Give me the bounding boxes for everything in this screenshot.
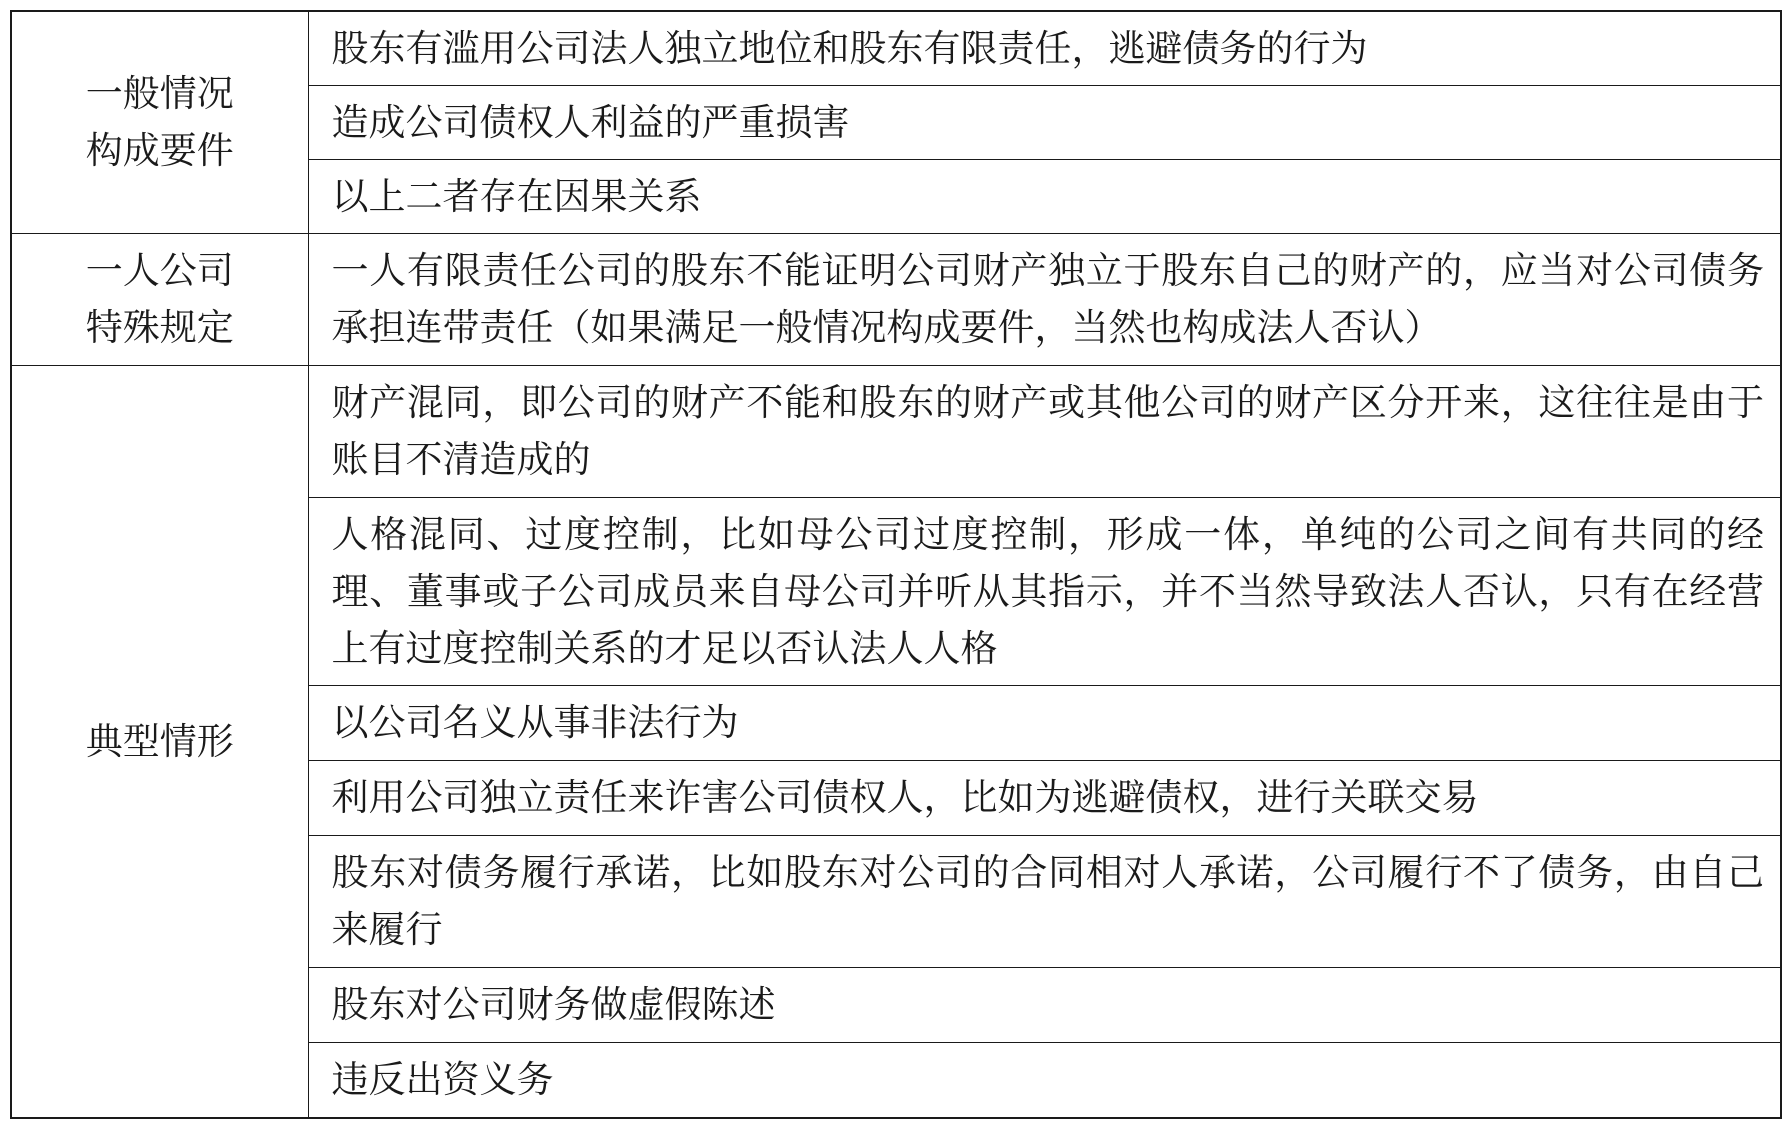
category-label	[86, 65, 234, 179]
table-cell-item: 以公司名义从事非法行为	[308, 685, 1781, 760]
category-cell-typical-cases	[11, 365, 308, 1118]
table-cell-item: 违反出资义务	[308, 1042, 1781, 1118]
legal-table	[10, 10, 1782, 1119]
table-row	[11, 233, 1781, 365]
table-cell-item: 股东对公司财务做虚假陈述	[308, 967, 1781, 1042]
category-label-line2: 特殊规定	[85, 306, 234, 349]
table-cell-item: 财产混同，即公司的财产不能和股东的财产或其他公司的财产区分开来，这往往是由于账目不清造成的	[308, 365, 1781, 497]
category-cell-one-person-company	[11, 233, 308, 365]
table-row	[11, 365, 1781, 497]
category-label: 典型情形	[85, 719, 234, 763]
table-cell-item: 股东有滥用公司法人独立地位和股东有限责任，逃避债务的行为	[308, 11, 1781, 85]
table-cell-item: 股东对债务履行承诺，比如股东对公司的合同相对人承诺，公司履行不了债务，由自己来履行	[308, 835, 1781, 967]
category-label	[86, 242, 234, 356]
table-cell-item: 造成公司债权人利益的严重损害	[308, 85, 1781, 159]
table-cell-item: 以上二者存在因果关系	[308, 159, 1781, 233]
table-row	[11, 11, 1781, 85]
table-cell-item: 一人有限责任公司的股东不能证明公司财产独立于股东自己的财产的，应当对公司债务承担连带责任（如果满足一般情况构成要件，当然也构成法人否认）	[308, 233, 1781, 365]
category-label-line1: 一般情况	[85, 72, 234, 116]
category-label-line1: 一人公司	[85, 249, 234, 292]
table-cell-item: 人格混同、过度控制，比如母公司过度控制，形成一体，单纯的公司之间有共同的经理、董事或子公司成员来自母公司并听从其指示，并不当然导致法人否认，只有在经营上有过度控制关系的才足以否认法人人格	[308, 497, 1781, 685]
category-label-line2: 构成要件	[85, 129, 234, 173]
category-cell-general	[11, 11, 308, 233]
table-cell-item: 利用公司独立责任来诈害公司债权人，比如为逃避债权，进行关联交易	[308, 760, 1781, 835]
